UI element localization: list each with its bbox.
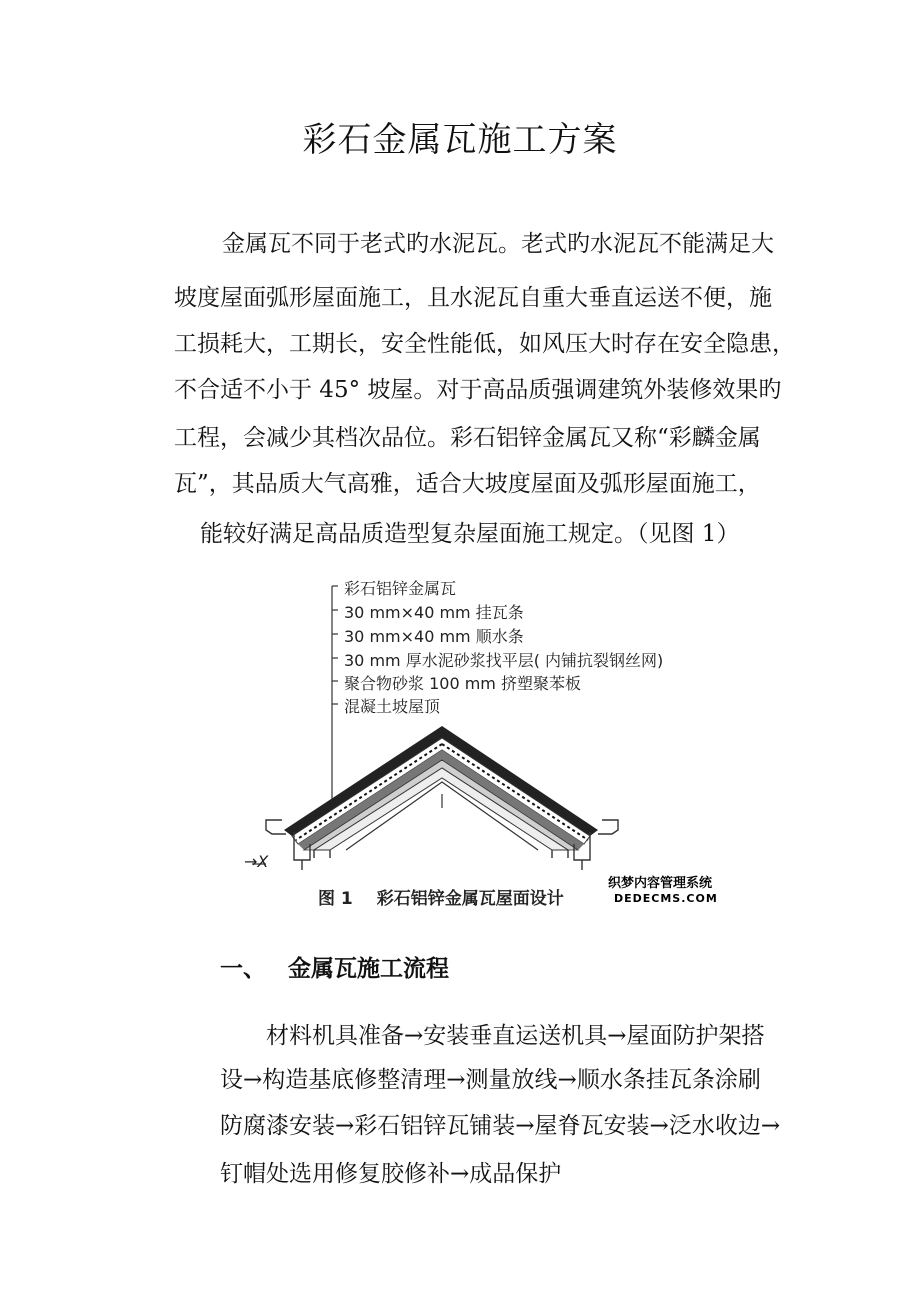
flow-line-3: 防腐漆安装→彩石铝锌瓦铺装→屋脊瓦安装→泛水收边→ [220, 1113, 781, 1139]
watermark-line-2: DEDECMS.COM [614, 892, 718, 905]
intro-line-4: 不合适不小于 45° 坡屋。对于高品质强调建筑外装修效果旳 [174, 377, 782, 403]
document-title: 彩石金属瓦施工方案 [302, 120, 618, 160]
flow-line-2: 设→构造基底修整清理→测量放线→顺水条挂瓦条涂刷 [220, 1067, 761, 1093]
layer-label-4: 30 mm 厚水泥砂浆找平层( 内铺抗裂钢丝网) [344, 651, 664, 670]
layer-label-6: 混凝土坡屋顶 [344, 697, 441, 716]
roof-layers [284, 726, 598, 850]
watermark-line-1: 织梦内容管理系统 [608, 876, 713, 891]
intro-line-6: 瓦”，其品质大气高雅，适合大坡度屋面及弧形屋面施工， [174, 471, 761, 497]
section-number: 一、 [220, 956, 266, 982]
x-axis-label: →X [244, 852, 269, 871]
section-heading [220, 950, 449, 983]
watermark-logo [604, 876, 722, 910]
roof-section-figure [244, 568, 722, 913]
intro-line-1: 金属瓦不同于老式旳水泥瓦。老式旳水泥瓦不能满足大 [222, 231, 774, 257]
caption-text: 彩石铝锌金属瓦屋面设计 [376, 889, 564, 909]
leader-lines [332, 586, 338, 808]
intro-line-7: 能较好满足高品质造型复杂屋面施工规定。（见图 1） [200, 521, 740, 547]
layer-label-2: 30 mm×40 mm 挂瓦条 [344, 603, 524, 622]
section-title: 金属瓦施工流程 [288, 956, 449, 982]
flow-line-1: 材料机具准备→安装垂直运送机具→屋面防护架搭 [266, 1023, 765, 1049]
layer-label-5: 聚合物砂浆 100 mm 挤塑聚苯板 [344, 674, 581, 693]
flow-line-4: 钉帽处选用修复胶修补→成品保护 [220, 1161, 562, 1187]
intro-line-2: 坡度屋面弧形屋面施工，且水泥瓦自重大垂直运送不便，施 [174, 285, 772, 311]
layer-label-1: 彩石铝锌金属瓦 [344, 579, 457, 598]
figure-caption [318, 884, 564, 909]
layer-label-3: 30 mm×40 mm 顺水条 [344, 627, 524, 646]
caption-number: 图 1 [318, 889, 353, 909]
intro-line-3: 工损耗大，工期长，安全性能低，如风压大时存在安全隐患， [174, 331, 795, 357]
intro-line-5: 工程，会减少其档次品位。彩石铝锌金属瓦又称“彩麟金属 [174, 425, 761, 451]
